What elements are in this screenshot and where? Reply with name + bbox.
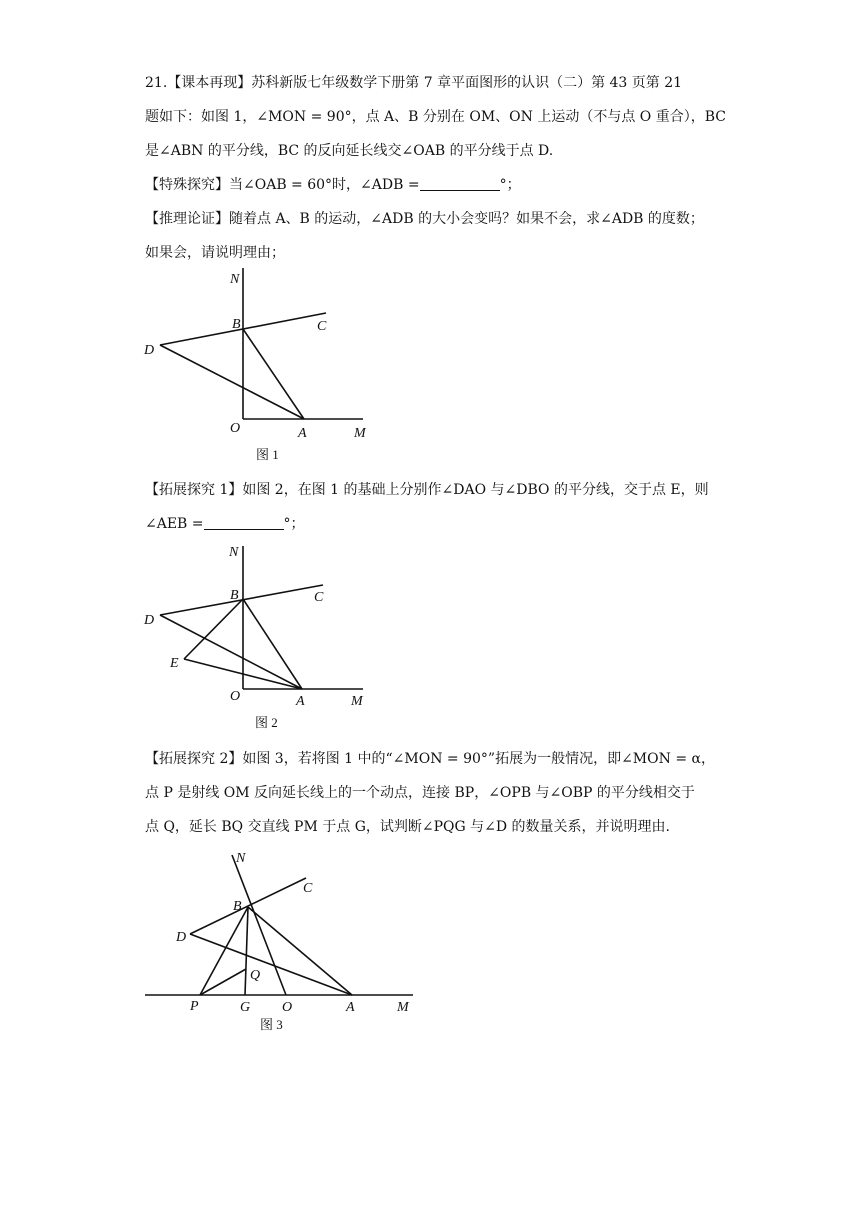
fig3-label-b: B: [233, 899, 242, 914]
fig1-caption: 图 1: [256, 447, 279, 462]
fig3-caption: 图 3: [260, 1017, 283, 1032]
fig3-label-c: C: [303, 881, 313, 896]
fig2-segment-be: [184, 599, 243, 659]
reasoning-line-1: 【推理论证】随着点 A、B 的运动，∠ADB 的大小会变吗？如果不会，求∠ADB 的度数；: [145, 211, 704, 227]
fig3-label-p: P: [190, 999, 199, 1014]
fig3-label-m: M: [397, 1000, 409, 1015]
fig2-label-n: N: [229, 545, 239, 560]
fig1-label-o: O: [230, 421, 241, 436]
fig3-label-o: O: [282, 1000, 293, 1015]
fig3-segment-ba: [248, 907, 352, 995]
fig2-caption: 图 2: [255, 715, 278, 730]
fig1-label-n: N: [230, 272, 240, 287]
fig1-segment-da: [160, 345, 304, 419]
figure-2: [143, 545, 364, 730]
fig1-segment-ba: [243, 329, 304, 419]
fig2-segment-da: [160, 615, 302, 689]
fig3-label-n: N: [236, 851, 246, 866]
problem-line-2: 题如下：如图 1，∠MON = 90°，点 A、B 分别在 OM、ON 上运动（不与点 O 重合），BC: [145, 109, 726, 125]
extension-2-line-1: 【拓展探究 2】如图 3，若将图 1 中的“∠MON = 90°”拓展为一般情况，即∠MON = α，: [145, 751, 715, 767]
fig2-label-d: D: [144, 613, 155, 628]
fig2-label-m: M: [351, 694, 363, 709]
problem-line-1: 21.【课本再现】苏科新版七年级数学下册第 7 章平面图形的认识（二）第 43 页第 21: [145, 75, 683, 91]
degree-suffix: °；: [499, 177, 521, 193]
fig2-label-a: A: [296, 694, 305, 709]
fig3-label-d: D: [176, 930, 187, 945]
figure-3: [145, 851, 413, 1032]
fig3-segment-da: [190, 934, 352, 995]
fig2-label-e: E: [170, 656, 179, 671]
special-exploration-text: 【特殊探究】当∠OAB = 60°时，∠ADB =: [145, 177, 420, 193]
extension-1-text: ∠AEB =: [145, 516, 204, 532]
fig1-label-m: M: [354, 426, 366, 441]
fig3-segment-bg: [245, 907, 248, 995]
fig1-label-a: A: [298, 426, 307, 441]
extension-1-line-1: 【拓展探究 1】如图 2，在图 1 的基础上分别作∠DAO 与∠DBO 的平分线，交于点 E，则: [145, 482, 709, 498]
extension-2-line-2: 点 P 是射线 OM 反向延长线上的一个动点，连接 BP，∠OPB 与∠OBP 的平分线相交于: [145, 785, 695, 801]
problem-line-3: 是∠ABN 的平分线，BC 的反向延长线交∠OAB 的平分线于点 D.: [145, 143, 554, 159]
degree-suffix-2: °；: [283, 516, 305, 532]
fig1-label-b: B: [232, 317, 241, 332]
fig3-label-q: Q: [250, 968, 261, 983]
fig2-label-c: C: [314, 590, 324, 605]
fig2-label-b: B: [230, 588, 239, 603]
fig3-label-a: A: [346, 1000, 355, 1015]
fig3-label-g: G: [240, 1000, 251, 1015]
fig2-label-o: O: [230, 689, 241, 704]
extension-2-line-3: 点 Q，延长 BQ 交直线 PM 于点 G，试判断∠PQG 与∠D 的数量关系，并说明理由.: [145, 819, 670, 835]
fig1-label-c: C: [317, 319, 327, 334]
reasoning-line-2: 如果会，请说明理由；: [145, 245, 285, 261]
figure-1: [143, 268, 367, 462]
fig1-label-d: D: [144, 343, 155, 358]
